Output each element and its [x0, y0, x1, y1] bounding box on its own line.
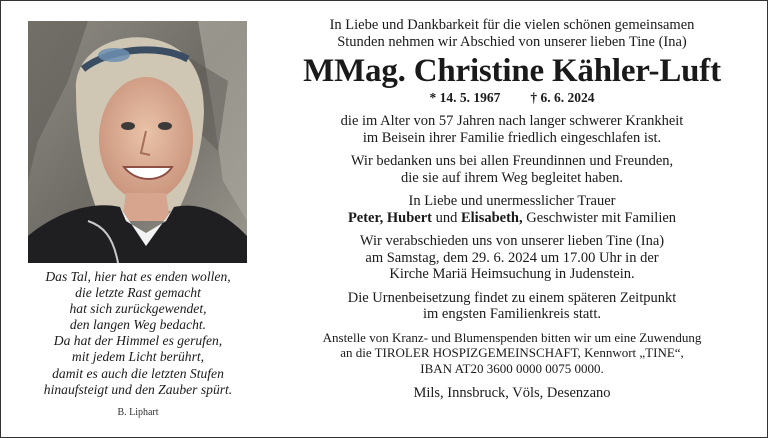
- thanks-text: [273, 153, 751, 186]
- urn-text: [273, 290, 751, 323]
- deceased-name: MMag. Christine Kähler-Luft: [303, 53, 721, 89]
- passing-line: im Beisein ihrer Familie friedlich eingeschlafen ist.: [362, 129, 662, 146]
- mourner-elisabeth: Elisabeth,: [460, 209, 523, 226]
- farewell-text: [273, 233, 751, 283]
- farewell-line: Wir verabschieden uns von unserer lieben Tine (Ina): [359, 233, 665, 249]
- poem-line: die letzte Rast gemacht: [75, 285, 201, 301]
- poem-author: B. Liphart: [117, 407, 159, 418]
- death-date: † 6. 6. 2024: [530, 90, 595, 105]
- poem-line: hinaufsteigt und den Zauber spürt.: [43, 381, 233, 397]
- farewell-line: Kirche Mariä Heimsuchung in Judenstein.: [389, 266, 635, 282]
- passing-text: [273, 113, 751, 146]
- urn-line: im engsten Familienkreis statt.: [422, 306, 601, 322]
- farewell-line: am Samstag, dem 29. 6. 2024 um 17.00 Uhr in der: [365, 249, 659, 266]
- passing-line: die im Alter von 57 Jahren nach langer schwerer Krankheit: [340, 113, 684, 129]
- poem-line: Das Tal, hier hat es enden wollen,: [45, 269, 231, 284]
- birth-date: * 14. 5. 1967: [429, 90, 501, 105]
- mourner-hubert: Hubert: [386, 209, 432, 226]
- mourner-peter: Peter,: [347, 209, 384, 226]
- intro-text: [273, 17, 751, 50]
- poem-line: mit jedem Licht berührt,: [71, 349, 205, 365]
- life-dates: [273, 90, 751, 106]
- mourners-text: [273, 193, 751, 226]
- thanks-line: die sie auf ihrem Weg begleitet haben.: [400, 169, 624, 186]
- poem-line: damit es auch die letzten Stufen: [52, 365, 224, 381]
- mourners-intro: In Liebe und unermesslicher Trauer: [408, 193, 616, 209]
- poem-line: hat sich zurückgewendet,: [69, 301, 207, 317]
- obituary-text: [273, 17, 751, 402]
- poem-line: den langen Weg bedacht.: [69, 317, 207, 333]
- thanks-line: Wir bedanken uns bei allen Freundinnen und Freunden,: [350, 153, 674, 169]
- donation-line: Anstelle von Kranz- und Blumenspenden bitten wir um eine Zuwendung: [322, 329, 702, 345]
- mourners-suffix: Geschwister mit Familien: [526, 209, 677, 226]
- mourners-and: und: [435, 209, 458, 226]
- poem-line: Da hat der Himmel es gerufen,: [53, 333, 223, 349]
- portrait-photo: [28, 21, 247, 263]
- donation-text: [273, 330, 751, 377]
- intro-line: In Liebe und Dankbarkeit für die vielen schönen gemeinsamen: [329, 17, 695, 33]
- memorial-poem: [21, 269, 255, 398]
- urn-line: Die Urnenbeisetzung findet zu einem späteren Zeitpunkt: [347, 289, 677, 306]
- places-line: Mils, Innsbruck, Völs, Desenzano: [413, 385, 611, 401]
- donation-line: an die TIROLER HOSPIZGEMEINSCHAFT, Kennwort „TINE“,: [340, 345, 684, 360]
- donation-line: IBAN AT20 3600 0000 0075 0000.: [420, 360, 604, 376]
- intro-line: Stunden nehmen wir Abschied von unserer lieben Tine (Ina): [337, 33, 687, 50]
- mourners-names: [273, 210, 751, 227]
